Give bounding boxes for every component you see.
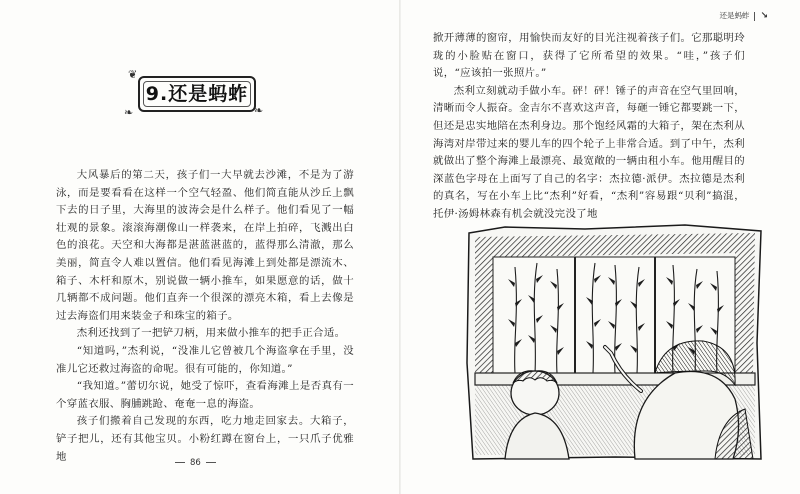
leaf-ornament-icon: ❧ <box>254 104 264 117</box>
chapter-title: 9.还是蚂蚱 <box>145 83 249 105</box>
leaf-ornament-icon: ❧ <box>124 106 134 119</box>
paragraph: 杰利还找到了一把铲刀柄，用来做小推车的把手正合适。 <box>76 327 346 340</box>
page-number <box>170 458 221 468</box>
paragraph: 掀开薄薄的窗帘，用愉快而友好的目光注视着孩子们。它那聪明玲珑的小脸贴在窗口，获得了它所希望的效果。“哇，”孩子们说，“应该拍一张照片。” <box>433 32 745 80</box>
running-head <box>719 10 768 21</box>
leaf-ornament-icon: ❦ <box>128 68 138 81</box>
running-head-mark-icon: ↘ <box>760 11 768 21</box>
left-body-text <box>56 167 354 466</box>
window-plants-illustration <box>465 223 765 461</box>
right-page <box>401 0 800 494</box>
paragraph: “知道吗，”杰利说，“没准儿它曾被几个海盗拿在手里，没准儿它还救过海盗的命呢。很有可能的，你知道。” <box>56 344 354 375</box>
page-number-value: 86 <box>190 458 201 468</box>
right-body-text <box>433 30 745 224</box>
left-page <box>0 0 399 494</box>
paragraph: 杰利立刻就动手做小车。砰！砰！锤子的声音在空气里回响，清晰而令人振奋。金吉尔不喜欢这声音，每砸一锤它都要跳一下，但还是忠实地陪在杰利身边。那个饱经风霜的大箱子，架在杰利从海湾对岸带过来的婴儿车的四个轮子上非常合适。到了中午，杰利就做出了整个海滩上最漂亮、最宽敞的一辆由租小车。他用醒目的深蓝色字母在上面写了自己的名字：杰拉德·派伊。杰拉德是杰利的真名，写在小车上比“杰利”好看，“杰利”容易跟“贝利”搞混，托伊·汤姆林森有机会就没完没了地 <box>433 84 745 220</box>
paragraph: 大风暴后的第二天，孩子们一大早就去沙滩，不是为了游泳，而是要看看在这样一个空气轻盈、他们简直能从沙丘上飘下去的日子里，大海里的波涛会是什么样子。他们看见了一幅壮观的景象。滚滚海潮像山一样袭来，在岸上拍碎，飞溅出白色的浪花。天空和大海都是湛蓝湛蓝的，蓝得那么清澈，那么美丽，简直令人难以置信。他们看见海滩上到处都是漂流木、箱子、木杆和原木，别说做一辆小推车，如果愿意的话，做十几辆都不成问题。他们直奔一个很深的漂亮木箱，看上去像是过去海盗们用来装金子和珠宝的箱子。 <box>56 169 354 322</box>
running-head-title: 还是蚂蚱 <box>719 11 750 20</box>
chapter-heading <box>124 68 268 120</box>
paragraph: 孩子们搬着自己发现的东西，吃力地走回家去。大箱子，铲子把儿，还有其他宝贝。小粉红蹲在窗台上，一只爪子优雅地 <box>56 415 354 463</box>
paragraph: “我知道。”蕾切尔说，她受了惊吓，查看海滩上是否真有一个穿蓝衣服、胸脯跳跄、奄奄一息的海盗。 <box>56 380 354 410</box>
